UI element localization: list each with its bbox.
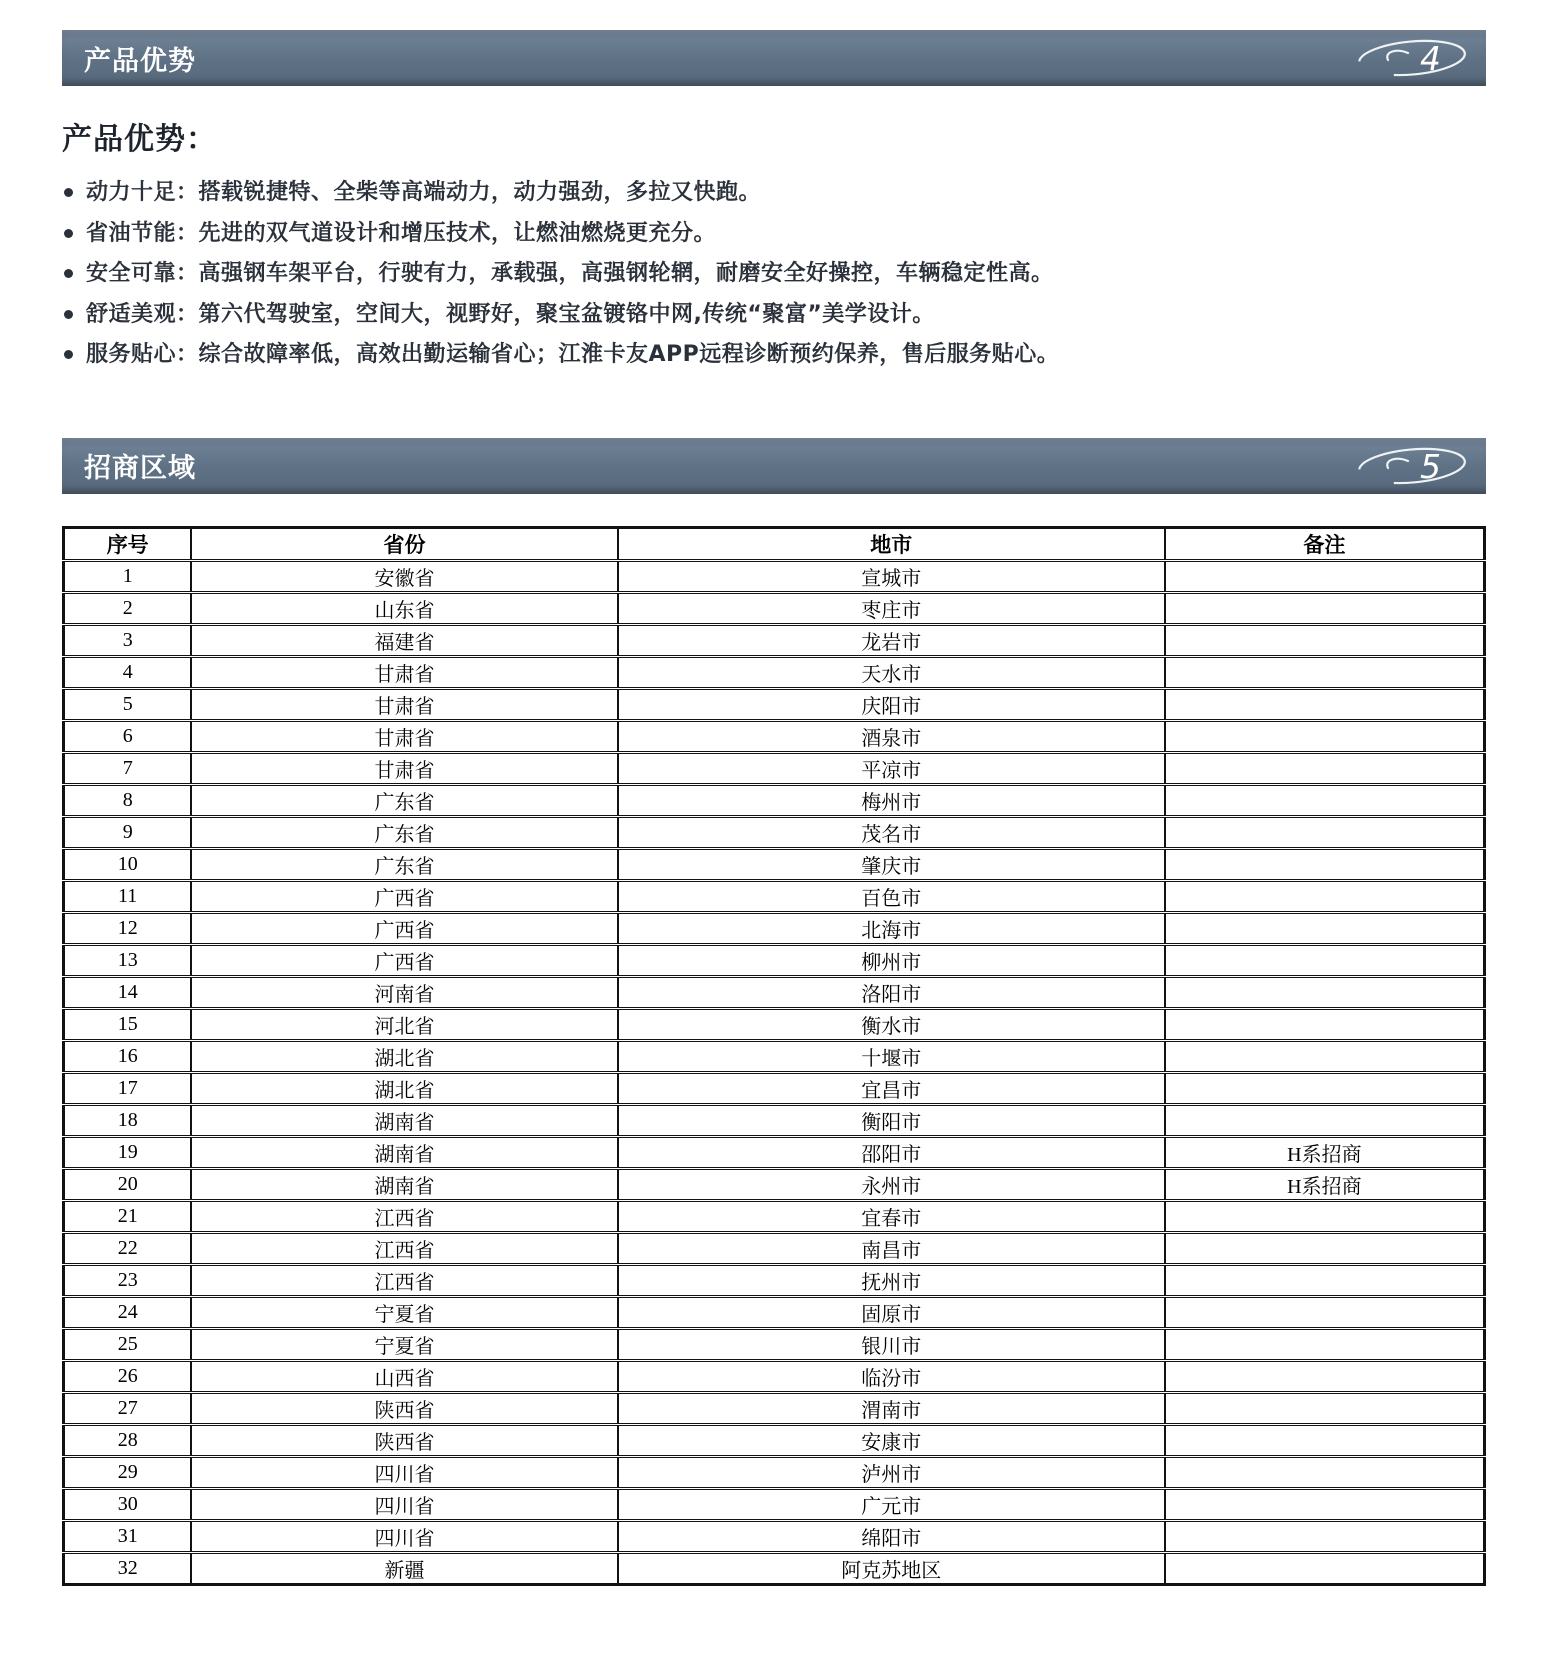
cell-remark (1165, 1232, 1485, 1264)
table-row (64, 976, 1485, 1008)
cell-index: 21 (64, 1200, 192, 1232)
cell-province: 河南省 (191, 976, 617, 1008)
cell-city: 邵阳市 (618, 1136, 1165, 1168)
table-row (64, 1328, 1485, 1360)
cell-index: 12 (64, 912, 192, 944)
table-row (64, 784, 1485, 816)
table-row (64, 1136, 1485, 1168)
cell-city: 广元市 (618, 1488, 1165, 1520)
table-row (64, 912, 1485, 944)
cell-remark (1165, 1424, 1485, 1456)
cell-province: 湖南省 (191, 1136, 617, 1168)
table-row (64, 1520, 1485, 1552)
cell-index: 30 (64, 1488, 192, 1520)
table-row (64, 1264, 1485, 1296)
cell-city: 渭南市 (618, 1392, 1165, 1424)
cell-remark (1165, 880, 1485, 912)
cell-index: 13 (64, 944, 192, 976)
cell-city: 肇庆市 (618, 848, 1165, 880)
cell-province: 山西省 (191, 1360, 617, 1392)
cell-index: 17 (64, 1072, 192, 1104)
cell-index: 28 (64, 1424, 192, 1456)
table-row (64, 816, 1485, 848)
cell-city: 安康市 (618, 1424, 1165, 1456)
cell-city: 银川市 (618, 1328, 1165, 1360)
cell-province: 甘肃省 (191, 720, 617, 752)
cell-remark (1165, 912, 1485, 944)
cell-province: 湖南省 (191, 1104, 617, 1136)
cell-index: 15 (64, 1008, 192, 1040)
cell-city: 抚州市 (618, 1264, 1165, 1296)
cell-remark (1165, 1008, 1485, 1040)
cell-remark: H系招商 (1165, 1136, 1485, 1168)
handwritten-page-number-5-icon (1350, 443, 1472, 489)
cell-province: 四川省 (191, 1456, 617, 1488)
table-row (64, 560, 1485, 592)
cell-index: 26 (64, 1360, 192, 1392)
table-row (64, 1200, 1485, 1232)
table-row (64, 1232, 1485, 1264)
advantage-item (62, 261, 1486, 287)
advantage-label: 服务贴心： (86, 342, 199, 368)
table-row (64, 880, 1485, 912)
cell-index: 9 (64, 816, 192, 848)
column-header-city: 地市 (618, 527, 1165, 560)
cell-remark (1165, 848, 1485, 880)
cell-city: 天水市 (618, 656, 1165, 688)
cell-index: 29 (64, 1456, 192, 1488)
cell-index: 3 (64, 624, 192, 656)
cell-city: 宣城市 (618, 560, 1165, 592)
cell-index: 1 (64, 560, 192, 592)
cell-city: 茂名市 (618, 816, 1165, 848)
handwritten-page-number-4-icon (1350, 35, 1472, 81)
cell-city: 永州市 (618, 1168, 1165, 1200)
cell-province: 陕西省 (191, 1424, 617, 1456)
cell-province: 新疆 (191, 1552, 617, 1584)
table-row (64, 656, 1485, 688)
cell-remark (1165, 720, 1485, 752)
column-header-index: 序号 (64, 527, 192, 560)
advantage-desc: 高强钢车架平台，行驶有力，承载强，高强钢轮辋，耐磨安全好操控，车辆稳定性高。 (198, 261, 1054, 287)
advantages-heading: 产品优势： (62, 122, 217, 157)
table-row (64, 1488, 1485, 1520)
svg-text:4: 4 (1420, 39, 1441, 78)
cell-remark (1165, 1456, 1485, 1488)
cell-remark (1165, 1072, 1485, 1104)
cell-city: 枣庄市 (618, 592, 1165, 624)
investment-region-table (62, 526, 1486, 1586)
cell-province: 甘肃省 (191, 688, 617, 720)
table-row (64, 1040, 1485, 1072)
cell-city: 洛阳市 (618, 976, 1165, 1008)
column-header-remark: 备注 (1165, 527, 1485, 560)
cell-index: 27 (64, 1392, 192, 1424)
cell-remark (1165, 1200, 1485, 1232)
cell-province: 广西省 (191, 944, 617, 976)
cell-province: 湖北省 (191, 1040, 617, 1072)
cell-city: 平凉市 (618, 752, 1165, 784)
cell-province: 湖南省 (191, 1168, 617, 1200)
advantage-item (62, 180, 1486, 206)
cell-remark (1165, 1488, 1485, 1520)
cell-remark (1165, 1552, 1485, 1584)
cell-city: 酒泉市 (618, 720, 1165, 752)
cell-province: 宁夏省 (191, 1328, 617, 1360)
cell-province: 甘肃省 (191, 752, 617, 784)
advantage-label: 安全可靠： (86, 261, 199, 287)
table-row (64, 752, 1485, 784)
cell-index: 6 (64, 720, 192, 752)
cell-remark (1165, 784, 1485, 816)
cell-index: 2 (64, 592, 192, 624)
table-row (64, 624, 1485, 656)
cell-index: 25 (64, 1328, 192, 1360)
table-row (64, 1424, 1485, 1456)
cell-city: 百色市 (618, 880, 1165, 912)
cell-province: 江西省 (191, 1232, 617, 1264)
advantage-desc: 综合故障率低，高效出勤运输省心；江淮卡友APP远程诊断预约保养，售后服务贴心。 (198, 342, 1060, 368)
cell-city: 绵阳市 (618, 1520, 1165, 1552)
cell-city: 柳州市 (618, 944, 1165, 976)
cell-index: 7 (64, 752, 192, 784)
bullet-dot-icon (64, 310, 73, 319)
bullet-dot-icon (64, 350, 73, 359)
cell-index: 19 (64, 1136, 192, 1168)
cell-remark (1165, 1392, 1485, 1424)
cell-index: 4 (64, 656, 192, 688)
advantage-label: 舒适美观： (86, 301, 199, 327)
cell-remark (1165, 560, 1485, 592)
cell-remark (1165, 1360, 1485, 1392)
cell-remark (1165, 976, 1485, 1008)
advantage-desc: 搭载锐捷特、全柴等高端动力，动力强劲，多拉又快跑。 (198, 180, 762, 205)
advantage-label: 省油节能： (86, 220, 199, 246)
cell-remark (1165, 1264, 1485, 1296)
cell-province: 四川省 (191, 1488, 617, 1520)
cell-remark (1165, 1040, 1485, 1072)
cell-index: 8 (64, 784, 192, 816)
cell-province: 安徽省 (191, 560, 617, 592)
cell-province: 广东省 (191, 816, 617, 848)
column-header-province: 省份 (191, 527, 617, 560)
cell-index: 22 (64, 1232, 192, 1264)
cell-index: 16 (64, 1040, 192, 1072)
table-row (64, 944, 1485, 976)
advantage-desc: 先进的双气道设计和增压技术，让燃油燃烧更充分。 (198, 220, 717, 246)
table-row (64, 1104, 1485, 1136)
cell-index: 32 (64, 1552, 192, 1584)
cell-province: 广东省 (191, 784, 617, 816)
cell-city: 十堰市 (618, 1040, 1165, 1072)
cell-remark (1165, 944, 1485, 976)
cell-remark (1165, 1520, 1485, 1552)
cell-index: 14 (64, 976, 192, 1008)
cell-city: 衡阳市 (618, 1104, 1165, 1136)
advantage-item (62, 302, 1486, 328)
cell-remark (1165, 656, 1485, 688)
cell-province: 江西省 (191, 1264, 617, 1296)
advantage-item (62, 342, 1486, 368)
cell-remark: H系招商 (1165, 1168, 1485, 1200)
table-row (64, 592, 1485, 624)
cell-province: 宁夏省 (191, 1296, 617, 1328)
cell-index: 24 (64, 1296, 192, 1328)
cell-city: 衡水市 (618, 1008, 1165, 1040)
cell-index: 23 (64, 1264, 192, 1296)
cell-city: 梅州市 (618, 784, 1165, 816)
cell-index: 5 (64, 688, 192, 720)
cell-remark (1165, 1104, 1485, 1136)
cell-province: 山东省 (191, 592, 617, 624)
section-banner-investment-regions (62, 438, 1486, 494)
section-title: 产品优势 (84, 45, 196, 77)
table-row (64, 1296, 1485, 1328)
cell-index: 10 (64, 848, 192, 880)
cell-province: 广西省 (191, 912, 617, 944)
cell-city: 北海市 (618, 912, 1165, 944)
cell-city: 庆阳市 (618, 688, 1165, 720)
cell-remark (1165, 688, 1485, 720)
cell-remark (1165, 592, 1485, 624)
advantage-label: 动力十足： (86, 180, 199, 205)
table-row (64, 720, 1485, 752)
table-row (64, 1456, 1485, 1488)
bullet-dot-icon (64, 188, 73, 197)
table-row (64, 1008, 1485, 1040)
cell-province: 陕西省 (191, 1392, 617, 1424)
cell-province: 广东省 (191, 848, 617, 880)
cell-remark (1165, 816, 1485, 848)
cell-city: 龙岩市 (618, 624, 1165, 656)
cell-index: 20 (64, 1168, 192, 1200)
cell-city: 阿克苏地区 (618, 1552, 1165, 1584)
table-row (64, 1360, 1485, 1392)
bullet-dot-icon (64, 269, 73, 278)
cell-city: 南昌市 (618, 1232, 1165, 1264)
cell-index: 11 (64, 880, 192, 912)
cell-city: 宜春市 (618, 1200, 1165, 1232)
bullet-dot-icon (64, 229, 73, 238)
table-row (64, 1168, 1485, 1200)
cell-province: 福建省 (191, 624, 617, 656)
cell-province: 甘肃省 (191, 656, 617, 688)
section-title: 招商区域 (84, 453, 196, 485)
table-row (64, 688, 1485, 720)
table-row (64, 848, 1485, 880)
section-banner-product-advantages (62, 30, 1486, 86)
cell-province: 广西省 (191, 880, 617, 912)
cell-remark (1165, 752, 1485, 784)
cell-city: 临汾市 (618, 1360, 1165, 1392)
cell-city: 宜昌市 (618, 1072, 1165, 1104)
cell-province: 河北省 (191, 1008, 617, 1040)
cell-province: 湖北省 (191, 1072, 617, 1104)
cell-index: 18 (64, 1104, 192, 1136)
cell-city: 泸州市 (618, 1456, 1165, 1488)
table-row (64, 1392, 1485, 1424)
cell-province: 江西省 (191, 1200, 617, 1232)
cell-remark (1165, 624, 1485, 656)
advantage-item (62, 221, 1486, 247)
svg-text:5: 5 (1420, 446, 1441, 486)
cell-province: 四川省 (191, 1520, 617, 1552)
advantage-desc: 第六代驾驶室，空间大，视野好，聚宝盆镀铬中网,传统“聚富”美学设计。 (198, 301, 935, 327)
cell-remark (1165, 1296, 1485, 1328)
cell-remark (1165, 1328, 1485, 1360)
cell-city: 固原市 (618, 1296, 1165, 1328)
table-row (64, 1072, 1485, 1104)
table-header-row (64, 527, 1485, 560)
advantages-list (62, 180, 1486, 368)
table-row (64, 1552, 1485, 1584)
cell-index: 31 (64, 1520, 192, 1552)
